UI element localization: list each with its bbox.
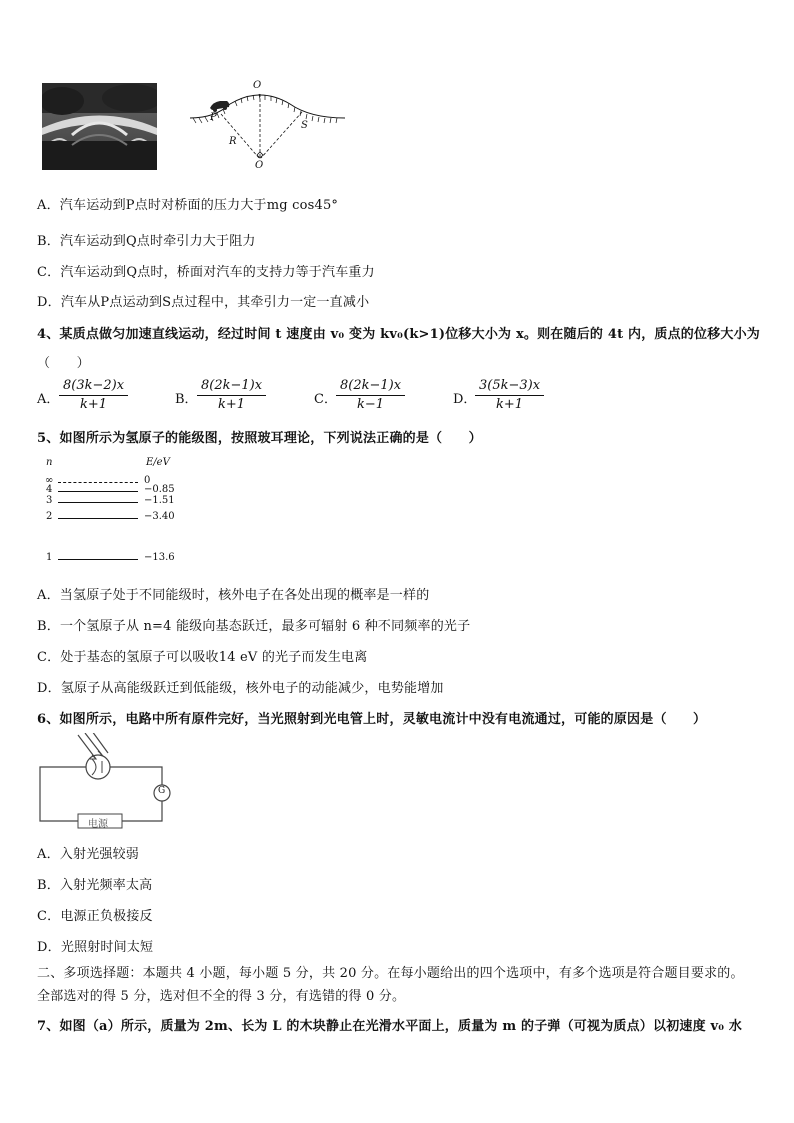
label-o-bottom: O [255,160,264,171]
q3-option-d: D．汽车从P点运动到S点过程中，其牵引力一定一直减小 [37,295,370,310]
level-1-e: −13.6 [144,552,175,563]
q5-option-b: B．一个氢原子从 n=4 能级向基态跃迁，最多可辐射 6 种不同频率的光子 [37,619,471,634]
q4-option-a-label: A． [37,392,60,407]
q5-option-c: C．处于基态的氢原子可以吸收14 eV 的光子而发生电离 [37,650,368,665]
level-1-n: 1 [46,552,53,563]
energy-n-header: n [46,457,53,468]
section2-instructions-line1: 二、多项选择题：本题共 4 小题，每小题 5 分，共 20 分。在每小题给出的四个选项中，有多个选项是符合题目要求的。 [37,966,744,981]
q4-option-b-numerator: 8(2k−1)x [197,377,266,396]
level-3-e: −1.51 [144,495,175,506]
q4-option-b-fraction [197,377,266,414]
q3-option-c: C．汽车运动到Q点时，桥面对汽车的支持力等于汽车重力 [37,265,375,280]
q4-option-d-label: D． [453,392,477,407]
q6-stem: 6、如图所示，电路中所有原件完好，当光照射到光电管上时，灵敏电流计中没有电流通过，可能的原因是（ ） [37,712,707,727]
q5-stem: 5、如图所示为氢原子的能级图，按照玻耳理论，下列说法正确的是（ ） [37,431,482,446]
level-inf-e: 0 [144,475,151,486]
q6-option-b: B．入射光频率太高 [37,878,153,893]
q4-option-b-label: B． [175,392,198,407]
q6-option-d: D．光照射时间太短 [37,940,154,955]
level-2-line [58,518,138,519]
q4-option-c-label: C． [314,392,337,407]
q4-stem: 4、某质点做匀加速直线运动，经过时间 t 速度由 v₀ 变为 kv₀(k>1)位移大小为 x。则在随后的 4t 内，质点的位移大小为 [37,327,761,342]
q3-option-a: A．汽车运动到P点时对桥面的压力大于mg cos45° [37,198,339,213]
q4-option-c-fraction [336,377,405,414]
bridge-diagram [185,82,350,174]
q4-option-b-denominator: k+1 [218,397,246,412]
level-2-e: −3.40 [144,511,175,522]
q4-option-c-denominator: k−1 [357,397,385,412]
q4-option-c-numerator: 8(2k−1)x [336,377,405,396]
label-s: S [301,120,308,131]
level-3-n: 3 [46,495,53,506]
q4-option-a-fraction [59,377,128,414]
energy-level-diagram [40,455,200,570]
q4-blank: （ ） [37,356,90,371]
level-3-line [58,502,138,503]
energy-e-header: E/eV [146,457,170,468]
level-1-line [58,559,138,560]
section2-instructions-line2: 全部选对的得 5 分，选对但不全的得 3 分，有选错的得 0 分。 [37,989,406,1004]
level-4-n: 4 [46,484,53,495]
q3-option-b: B．汽车运动到Q点时牵引力大于阻力 [37,234,256,249]
q5-option-d: D．氢原子从高能级跃迁到低能级，核外电子的动能减少，电势能增加 [37,681,444,696]
q4-options [37,377,757,417]
galvanometer-label: G [158,786,166,796]
q6-option-a: A．入射光强较弱 [37,847,139,862]
q4-option-d-fraction [475,377,544,414]
q7-stem: 7、如图（a）所示，质量为 2m、长为 L 的木块静止在光滑水平面上，质量为 m 的子弹（可视为质点）以初速度 v₀ 水 [37,1019,743,1034]
level-4-line [58,491,138,492]
photocell-circuit [38,733,178,833]
q6-option-c: C．电源正负极接反 [37,909,153,924]
label-o-top: O [253,80,262,91]
q5-option-a: A．当氢原子处于不同能级时，核外电子在各处出现的概率是一样的 [37,588,430,603]
power-source-label: 电源 [88,819,108,830]
level-2-n: 2 [46,511,53,522]
q4-option-d-numerator: 3(5k−3)x [475,377,544,396]
label-p: P [210,112,217,123]
level-inf-n: ∞ [45,475,54,486]
bridge-photo [42,83,157,170]
level-inf-line [58,482,138,483]
q4-option-d-denominator: k+1 [496,397,524,412]
q4-option-a-denominator: k+1 [80,397,108,412]
level-4-e: −0.85 [144,484,175,495]
q4-option-a-numerator: 8(3k−2)x [59,377,128,396]
label-r: R [229,136,237,147]
